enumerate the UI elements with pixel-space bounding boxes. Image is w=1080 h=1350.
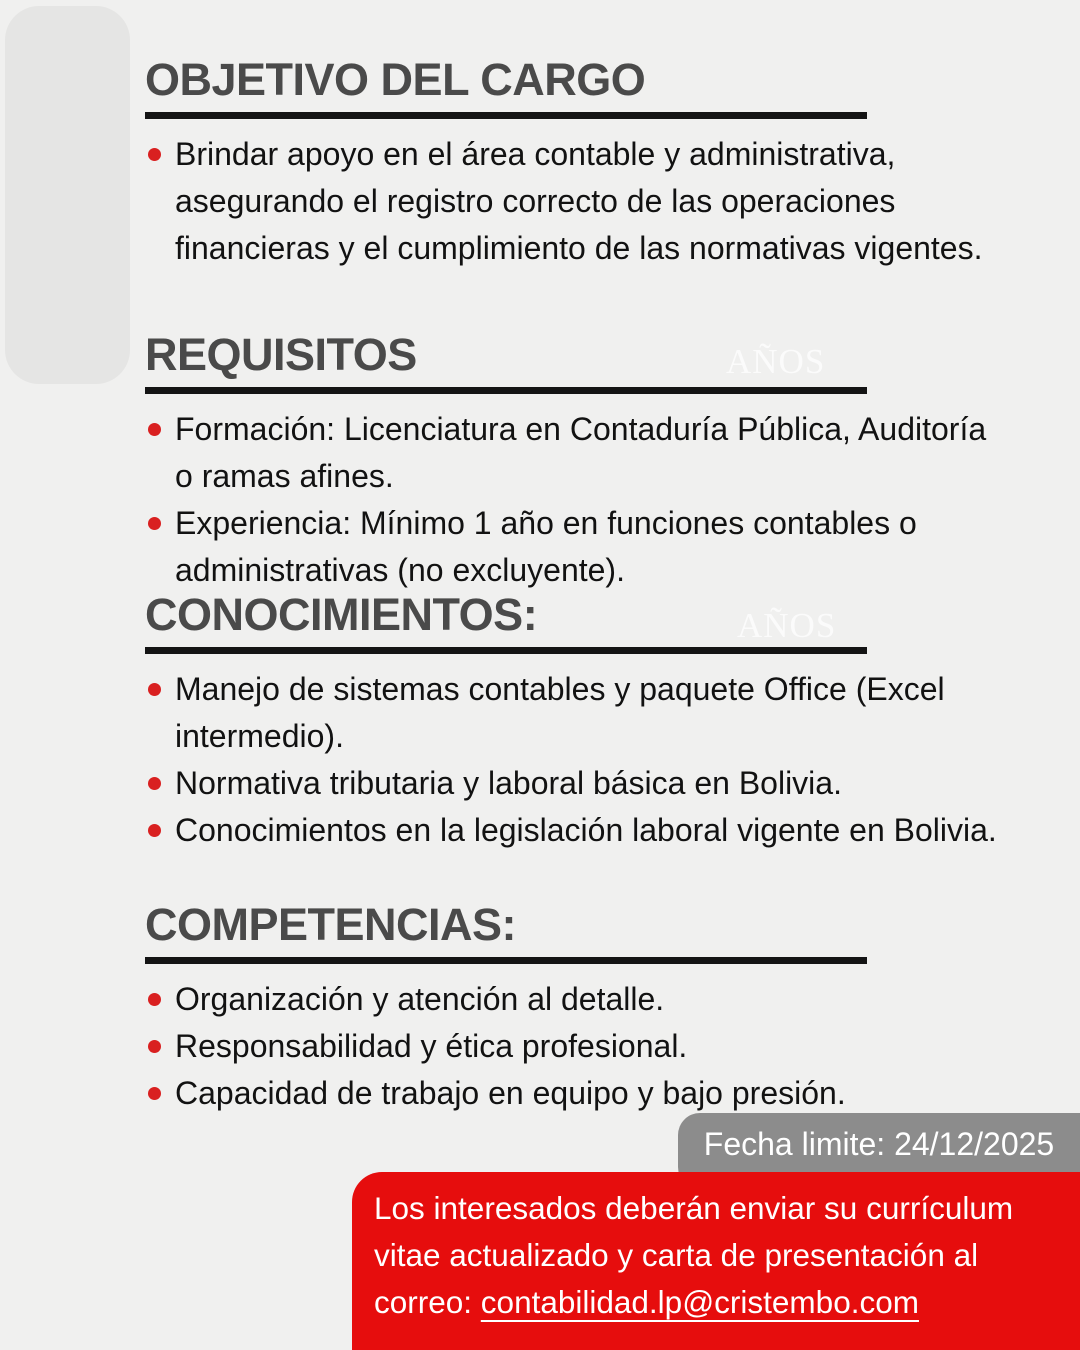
bullet-dot-icon (148, 777, 161, 790)
section-list (145, 406, 1040, 594)
section-list (145, 976, 1040, 1117)
list-item-text: Capacidad de trabajo en equipo y bajo presión. (175, 1075, 846, 1111)
list-item-text: Responsabilidad y ética profesional. (175, 1028, 688, 1064)
list-item-text: Organización y atención al detalle. (175, 981, 665, 1017)
list-item-text: Experiencia: Mínimo 1 año en funciones contables o administrativas (no excluyente). (175, 505, 917, 588)
list-item (145, 1023, 1005, 1070)
bullet-dot-icon (148, 423, 161, 436)
section-underline (145, 647, 867, 654)
bullet-dot-icon (148, 683, 161, 696)
watermark-anos: AÑOS (737, 606, 837, 645)
list-item (145, 131, 1005, 272)
list-item-text: Brindar apoyo en el área contable y administrativa, asegurando el registro correcto de las operaciones financieras y el cumplimiento de las normativas vigentes. (175, 136, 983, 266)
section-title: OBJETIVO DEL CARGO (145, 54, 646, 105)
list-item-text: Conocimientos en la legislación laboral vigente en Bolivia. (175, 812, 997, 848)
list-item (145, 760, 1005, 807)
section-list (145, 131, 1040, 272)
section-title: COMPETENCIAS: (145, 899, 517, 950)
bullet-dot-icon (148, 993, 161, 1006)
list-item-text: Formación: Licenciatura en Contaduría Pública, Auditoría o ramas afines. (175, 411, 987, 494)
section-objetivo (145, 55, 1040, 272)
section-competencias (145, 900, 1040, 1117)
list-item (145, 500, 1005, 594)
contact-text (352, 1172, 1080, 1326)
bullet-dot-icon (148, 1087, 161, 1100)
section-underline (145, 957, 867, 964)
bullet-dot-icon (148, 148, 161, 161)
bullet-dot-icon (148, 517, 161, 530)
section-list (145, 666, 1040, 854)
list-item-text: Manejo de sistemas contables y paquete Office (Excel intermedio). (175, 671, 945, 754)
section-requisitos (145, 330, 1040, 594)
section-underline (145, 387, 867, 394)
list-item (145, 976, 1005, 1023)
watermark-anos: AÑOS (726, 342, 826, 381)
bullet-dot-icon (148, 824, 161, 837)
bullet-dot-icon (148, 1040, 161, 1053)
section-conocimientos (145, 590, 1040, 854)
list-item (145, 666, 1005, 760)
list-item-text: Normativa tributaria y laboral básica en Bolivia. (175, 765, 842, 801)
section-underline (145, 112, 867, 119)
corner-card (5, 6, 130, 384)
contact-box (352, 1172, 1080, 1350)
email-link[interactable]: contabilidad.lp@cristembo.com (480, 1284, 919, 1320)
list-item (145, 1070, 1005, 1117)
contact-text-before: Los interesados deberán enviar su currículum vitae actualizado y carta de presentación al correo: (374, 1190, 1014, 1320)
deadline-label: Fecha limite: 24/12/2025 (703, 1125, 1055, 1162)
section-title: CONOCIMIENTOS: (145, 589, 538, 640)
list-item (145, 406, 1005, 500)
list-item (145, 807, 1005, 854)
section-title: REQUISITOS (145, 329, 417, 380)
